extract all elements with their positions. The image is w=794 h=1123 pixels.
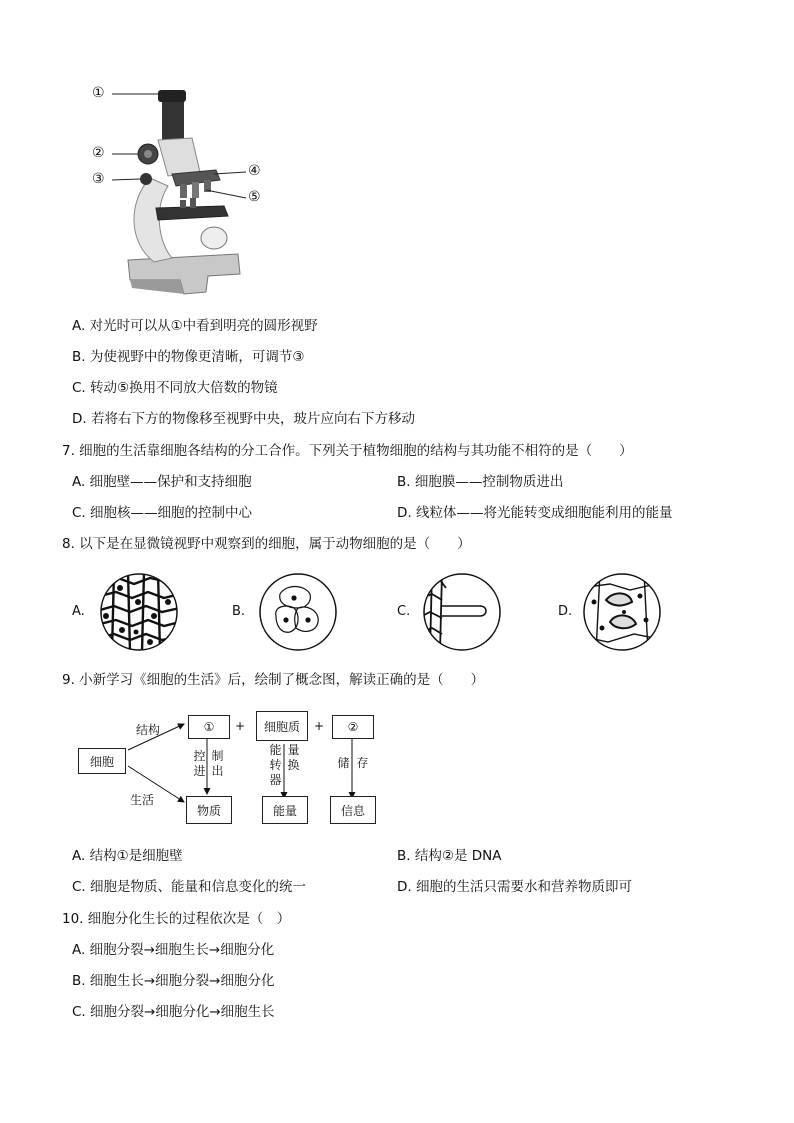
- q10-option-b: B. 细胞生长→细胞分裂→细胞分化: [72, 973, 275, 989]
- q8-stem: 8. 以下是在显微镜视野中观察到的细胞，属于动物细胞的是（ ）: [62, 536, 471, 552]
- q8-label-a: A.: [72, 604, 85, 619]
- microscope-marker-5: ⑤: [248, 189, 261, 205]
- q9-stem: 9. 小新学习《细胞的生活》后，绘制了概念图，解读正确的是（ ）: [62, 672, 485, 688]
- microscope-figure: [88, 82, 278, 302]
- q7-option-c: C. 细胞核——细胞的控制中心: [72, 505, 253, 521]
- q6-option-d: D. 若将右下方的物像移至视野中央，玻片应向右下方移动: [72, 411, 415, 427]
- q6-option-c: C. 转动⑤换用不同放大倍数的物镜: [72, 380, 278, 396]
- diagram-box-cell: 细胞: [78, 748, 126, 774]
- diagram-box-cytoplasm: 细胞质: [256, 711, 308, 741]
- q6-option-b: B. 为使视野中的物像更清晰，可调节③: [72, 349, 305, 365]
- microscope-marker-2: ②: [92, 145, 105, 161]
- q8-label-b: B.: [232, 604, 246, 619]
- diagram-plus-2: +: [314, 719, 325, 733]
- diagram-box-matter: 物质: [186, 796, 232, 824]
- q9-option-a: A. 结构①是细胞壁: [72, 848, 183, 864]
- q10-option-a: A. 细胞分裂→细胞生长→细胞分化: [72, 942, 275, 958]
- diagram-label-energy-b: 量换: [287, 743, 300, 772]
- diagram-box-energy: 能量: [262, 796, 308, 824]
- diagram-label-control-a: 控进: [193, 749, 206, 778]
- diagram-label-store-b: 存: [356, 756, 369, 770]
- q8-label-c: C.: [397, 604, 411, 619]
- q7-stem: 7. 细胞的生活靠细胞各结构的分工合作。下列关于植物细胞的结构与其功能不相符的是（ ）: [62, 443, 633, 459]
- q7-option-d: D. 线粒体——将光能转变成细胞能利用的能量: [397, 505, 673, 521]
- q10-option-c: C. 细胞分裂→细胞分化→细胞生长: [72, 1004, 275, 1020]
- q10-stem: 10. 细胞分化生长的过程依次是（ ）: [62, 911, 291, 927]
- q7-option-b: B. 细胞膜——控制物质进出: [397, 474, 564, 490]
- cell-image-c: [420, 572, 504, 652]
- cell-image-a: [98, 572, 180, 652]
- diagram-label-control-b: 制出: [211, 749, 224, 778]
- q9-option-d: D. 细胞的生活只需要水和营养物质即可: [397, 879, 632, 895]
- diagram-box-2: ②: [332, 715, 374, 739]
- q9-option-b: B. 结构②是 DNA: [397, 848, 502, 864]
- diagram-box-info: 信息: [330, 796, 376, 824]
- diagram-label-life: 生活: [130, 793, 155, 807]
- microscope-marker-1: ①: [92, 85, 105, 101]
- cell-image-d: [580, 572, 664, 652]
- q8-label-d: D.: [558, 604, 573, 619]
- diagram-label-structure: 结构: [136, 723, 161, 737]
- cell-image-b: [256, 572, 340, 652]
- diagram-label-energy-a: 能转器: [269, 743, 282, 787]
- q7-option-a: A. 细胞壁——保护和支持细胞: [72, 474, 252, 490]
- concept-diagram: [74, 706, 384, 836]
- diagram-box-1: ①: [188, 715, 230, 739]
- microscope-marker-4: ④: [248, 163, 261, 179]
- microscope-marker-3: ③: [92, 171, 105, 187]
- diagram-plus-1: +: [235, 719, 246, 733]
- q9-option-c: C. 细胞是物质、能量和信息变化的统一: [72, 879, 307, 895]
- q6-option-a: A. 对光时可以从①中看到明亮的圆形视野: [72, 318, 318, 334]
- diagram-label-store-a: 储: [337, 756, 350, 770]
